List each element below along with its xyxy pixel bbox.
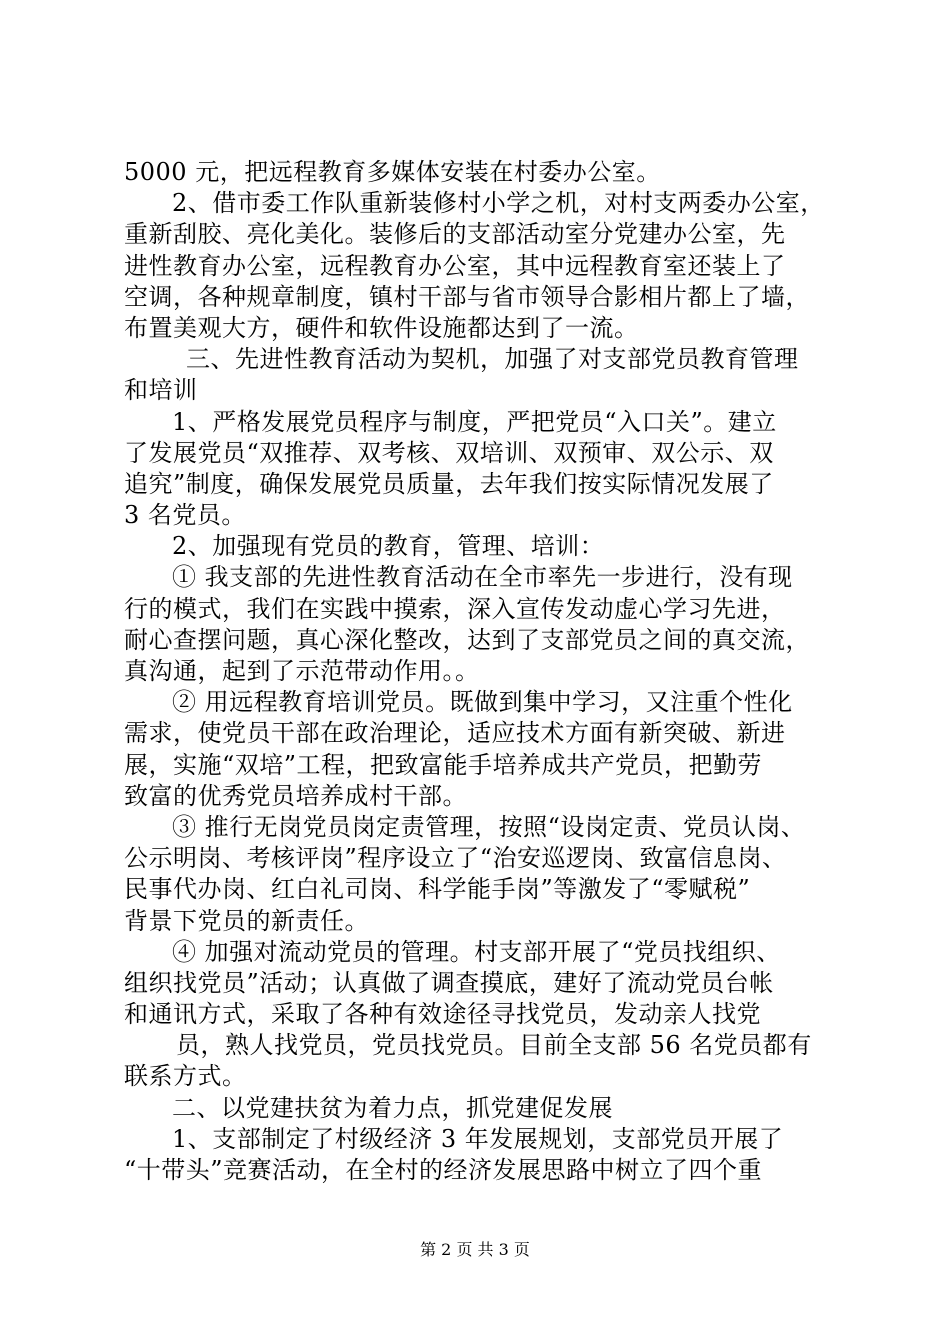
text-line: 和通讯方式，采取了各种有效途径寻找党员，发动亲人找党 bbox=[124, 1000, 761, 1028]
text-line: 公示明岗、考核评岗”程序设立了“治安巡逻岗、致富信息岗、 bbox=[124, 844, 787, 872]
page-footer: 第 2 页 共 3 页 bbox=[420, 1240, 530, 1259]
text-line: 布置美观大方，硬件和软件设施都达到了一流。 bbox=[124, 314, 639, 342]
text-line: ④ 加强对流动党员的管理。村支部开展了“党员找组织、 bbox=[172, 938, 781, 966]
text-line: 组织找党员”活动；认真做了调查摸底，建好了流动党员台帐 bbox=[124, 969, 774, 997]
text-line: 2、借市委工作队重新装修村小学之机，对村支两委办公室， bbox=[172, 189, 825, 217]
text-line: 员，熟人找党员，党员找党员。目前全支部 56 名党员都有 bbox=[176, 1031, 812, 1059]
text-line: ① 我支部的先进性教育活动在全市率先一步进行，没有现 bbox=[172, 563, 793, 591]
text-line: “十带头”竞赛活动，在全村的经济发展思路中树立了四个重 bbox=[124, 1156, 763, 1184]
text-line: 1、严格发展党员程序与制度，严把党员“入口关”。建立 bbox=[172, 408, 777, 436]
text-line: 二、以党建扶贫为着力点，抓党建促发展 bbox=[172, 1094, 613, 1122]
text-line: 重新刮胶、亮化美化。装修后的支部活动室分党建办公室，先 bbox=[124, 220, 786, 248]
text-line: 进性教育办公室，远程教育办公室，其中远程教育室还装上了 bbox=[124, 252, 786, 280]
text-line: 3 名党员。 bbox=[124, 501, 246, 529]
text-line: 行的模式，我们在实践中摸索，深入宣传发动虚心学习先进， bbox=[124, 595, 786, 623]
text-line: ③ 推行无岗党员岗定责管理，按照“设岗定责、党员认岗、 bbox=[172, 813, 806, 841]
text-line: 2、加强现有党员的教育，管理、培训： bbox=[172, 532, 605, 560]
text-line: 5000 元，把远程教育多媒体安装在村委办公室。 bbox=[124, 158, 661, 186]
text-line: 耐心查摆问题，真心深化整改，达到了支部党员之间的真交流， bbox=[124, 626, 810, 654]
text-line: 追究”制度，确保发展党员质量，去年我们按实际情况发展了 bbox=[124, 470, 774, 498]
text-line: 致富的优秀党员培养成村干部。 bbox=[124, 782, 467, 810]
text-line: 1、支部制定了村级经济 3 年发展规划，支部党员开展了 bbox=[172, 1125, 784, 1153]
text-line: 了发展党员“双推荐、双考核、双培训、双预审、双公示、双 bbox=[124, 439, 774, 467]
text-line: 真沟通，起到了示范带动作用。。 bbox=[124, 657, 480, 685]
text-line: 需求，使党员干部在政治理论，适应技术方面有新突破、新进 bbox=[124, 719, 786, 747]
text-line: 联系方式。 bbox=[124, 1062, 247, 1090]
text-line: 三、先进性教育活动为契机，加强了对支部党员教育管理 bbox=[186, 345, 799, 373]
text-line: ② 用远程教育培训党员。既做到集中学习，又注重个性化 bbox=[172, 688, 793, 716]
text-line: 和培训 bbox=[124, 376, 198, 404]
text-line: 展，实施“双培”工程，把致富能手培养成共产党员，把勤劳 bbox=[124, 751, 763, 779]
text-line: 民事代办岗、红白礼司岗、科学能手岗”等激发了“零赋税” bbox=[124, 875, 751, 903]
text-line: 背景下党员的新责任。 bbox=[124, 907, 369, 935]
text-line: 空调，各种规章制度，镇村干部与省市领导合影相片都上了墙， bbox=[124, 283, 810, 311]
